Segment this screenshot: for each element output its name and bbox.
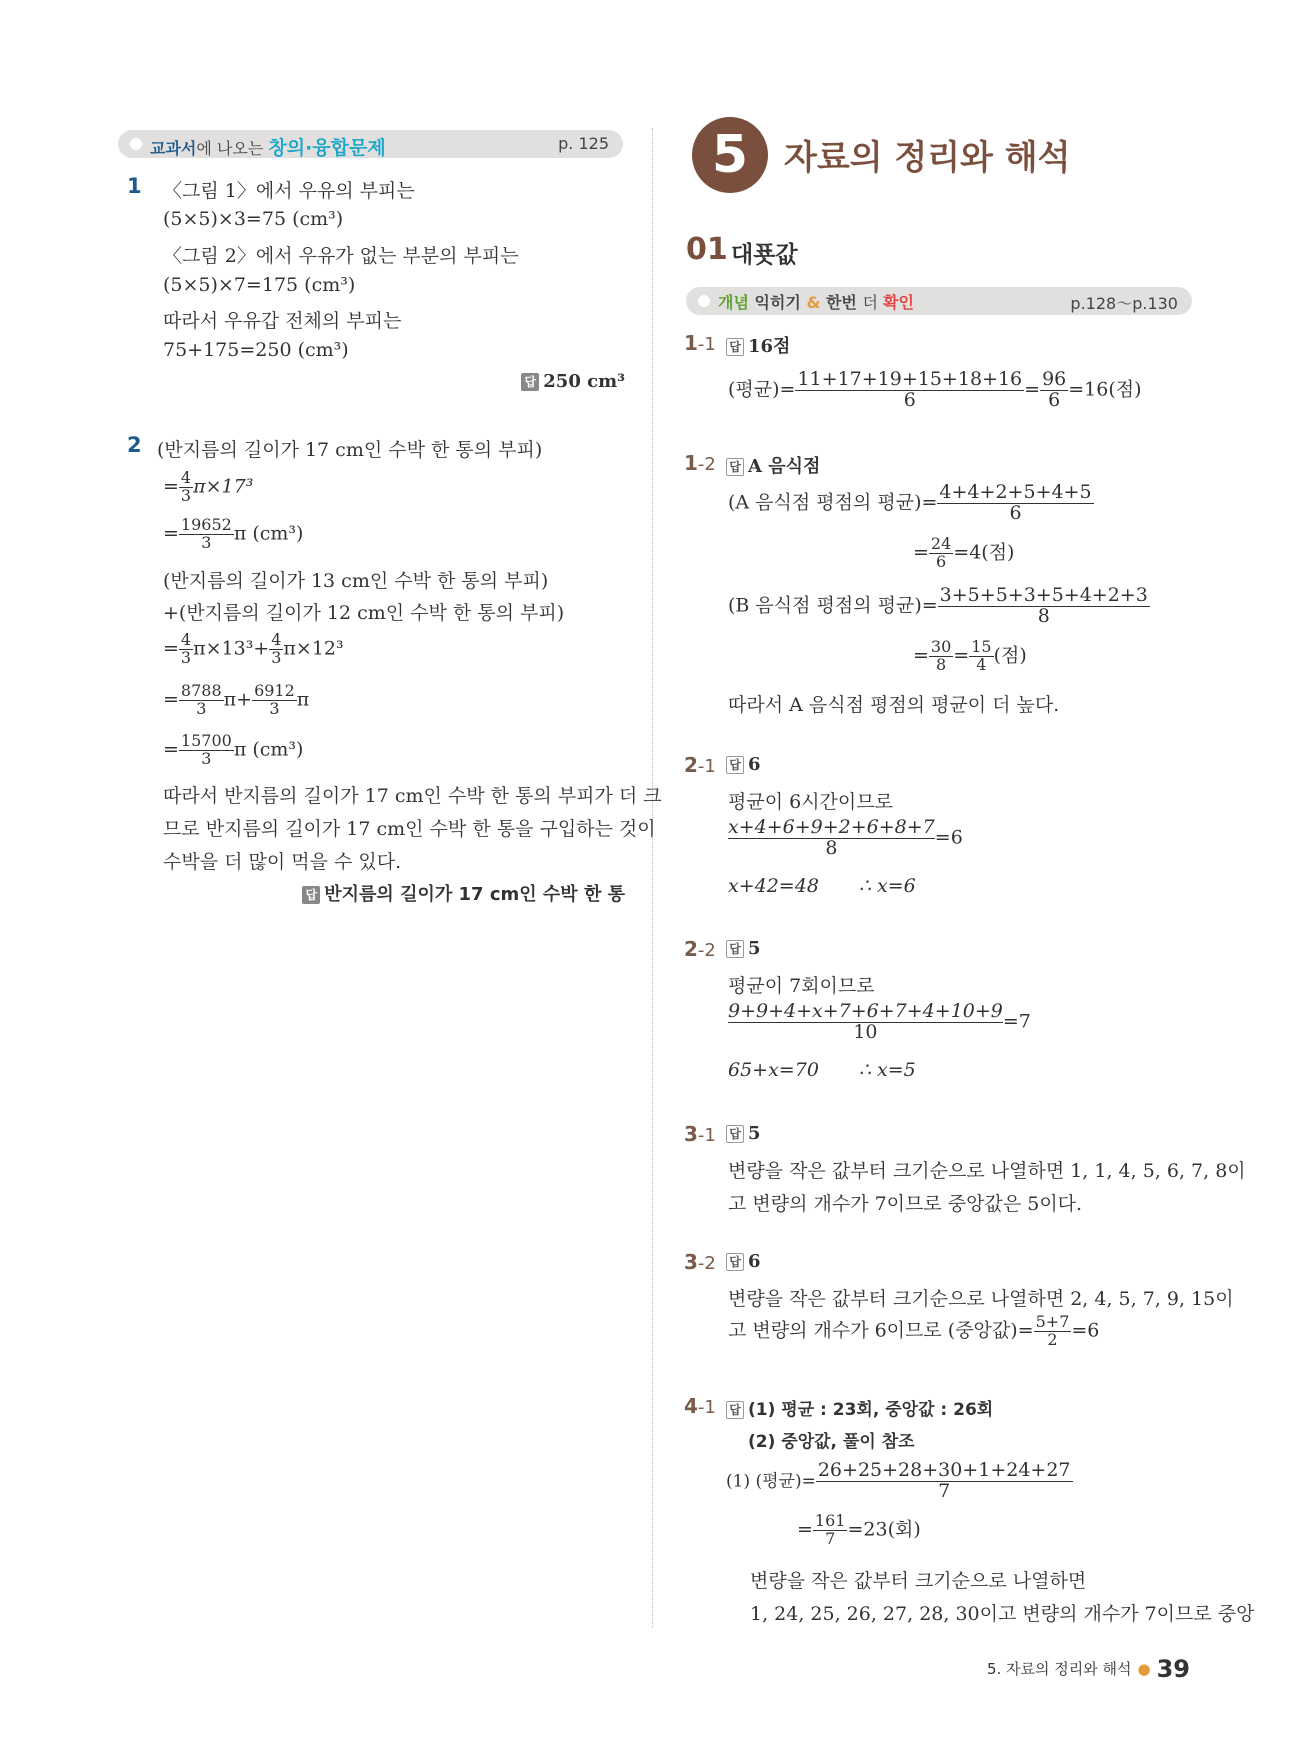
answer-badge-icon: 답 — [302, 886, 320, 904]
bullet-icon — [698, 295, 710, 307]
solution-line: (5×5)×3=75 (cm³) — [163, 208, 344, 230]
solution-line: 평균이 7회이므로 — [728, 975, 875, 997]
chapter-number-badge: 5 — [692, 117, 768, 193]
answer-badge-icon: 답 — [726, 940, 744, 958]
solution-line: 따라서 반지름의 길이가 17 cm인 수박 한 통의 부피가 더 크 — [163, 785, 662, 807]
equation-line: = $\frac{30}{8}$ = $\frac{15}{4}$ (점) — [913, 637, 1027, 674]
answer: 답 (1) 평균 : 23회, 중앙값 : 26회 — [726, 1395, 993, 1420]
equation-line: = $\frac{19652}{3}$ π (cm³) — [163, 515, 304, 552]
question-number: 1 — [127, 174, 142, 198]
answer: 답 16점 — [726, 332, 790, 358]
equation-line: (1) (평균)= $\frac{26+25+28+30+1+24+27}{7}$ — [726, 1459, 1071, 1502]
answer-badge-icon: 답 — [521, 373, 539, 391]
solution-line: 〈그림 2〉에서 우유가 없는 부분의 부피는 — [163, 245, 519, 267]
problem-number: 1-1 — [684, 331, 716, 355]
equation-line: x+42=48 ∴ x=6 — [728, 875, 916, 897]
banner-page-ref: p.128～p.130 — [1070, 294, 1178, 313]
solution-line: +(반지름의 길이가 12 cm인 수박 한 통의 부피) — [163, 602, 565, 624]
answer: 답 A 음식점 — [726, 452, 820, 478]
answer: 답 반지름의 길이가 17 cm인 수박 한 통 — [302, 880, 625, 906]
solution-line: 1, 24, 25, 26, 27, 28, 30이고 변량의 개수가 7이므로 중앙 — [750, 1603, 1255, 1625]
column-divider — [652, 128, 653, 1628]
banner-page-ref: p. 125 — [558, 134, 609, 153]
solution-line: (반지름의 길이가 17 cm인 수박 한 통의 부피) — [157, 439, 543, 461]
equation-line: 고 변량의 개수가 6이므로 (중앙값)= $\frac{5+7}{2}$ =6 — [728, 1312, 1100, 1349]
solution-line: 고 변량의 개수가 7이므로 중앙값은 5이다. — [728, 1193, 1083, 1215]
solution-line: (반지름의 길이가 13 cm인 수박 한 통의 부피) — [163, 570, 549, 592]
equation-line: $\frac{9+9+4+x+7+6+7+4+10+9}{10}$ =7 — [728, 1000, 1031, 1043]
problem-number: 3-2 — [684, 1250, 716, 1274]
solution-line: 평균이 6시간이므로 — [728, 791, 893, 813]
solution-line: 변량을 작은 값부터 크기순으로 나열하면 2, 4, 5, 7, 9, 15이 — [728, 1288, 1234, 1310]
answer-badge-icon: 답 — [726, 756, 744, 774]
solution-line: 따라서 우유갑 전체의 부피는 — [163, 310, 402, 332]
equation-line: 65+x=70 ∴ x=5 — [728, 1059, 916, 1081]
equation-line: (B 음식점 평점의 평균)= $\frac{3+5+5+3+5+4+2+3}{8}$ — [728, 584, 1148, 627]
section-number: 01 — [686, 232, 728, 267]
solution-line: 〈그림 1〉에서 우유의 부피는 — [163, 180, 415, 202]
banner-title: 개념 익히기 & 한번 더 확인 — [718, 293, 914, 312]
chapter-title: 자료의 정리와 해석 — [784, 138, 1071, 178]
answer-badge-icon: 답 — [726, 338, 744, 356]
answer: 답 250 cm³ — [521, 371, 625, 392]
textbook-problem-banner — [118, 130, 623, 158]
answer: 답 6 — [726, 754, 761, 775]
equation-line: = $\frac{161}{7}$ =23(회) — [797, 1511, 921, 1548]
equation-line: = $\frac{24}{6}$ =4(점) — [913, 534, 1015, 571]
page-footer — [987, 1655, 1190, 1683]
page-number: 39 — [1156, 1655, 1190, 1683]
answer-badge-icon: 답 — [726, 458, 744, 476]
problem-number: 1-2 — [684, 451, 716, 475]
concept-check-banner — [686, 287, 1192, 315]
solution-line: (5×5)×7=175 (cm³) — [163, 274, 356, 296]
answer: 답 5 — [726, 938, 761, 959]
problem-number: 3-1 — [684, 1122, 716, 1146]
equation-line: = $\frac{4}{3}$ π×13³+ $\frac{4}{3}$ π×12³ — [163, 630, 344, 667]
footer-chapter: 5. 자료의 정리와 해석 — [986, 1660, 1132, 1678]
answer: 답 5 — [726, 1123, 761, 1144]
answer-badge-icon: 답 — [726, 1125, 744, 1143]
equation-line: (평균)= $\frac{11+17+19+15+18+16}{6}$ = $\frac{96}{6}$ =16(점) — [728, 368, 1142, 411]
solution-line: 따라서 A 음식점 평점의 평균이 더 높다. — [728, 694, 1060, 716]
problem-number: 2-1 — [684, 753, 716, 777]
answer-badge-icon: 답 — [726, 1401, 744, 1419]
solution-line: 변량을 작은 값부터 크기순으로 나열하면 — [750, 1570, 1087, 1592]
equation-line: $\frac{x+4+6+9+2+6+8+7}{8}$ =6 — [728, 816, 963, 859]
question-number: 2 — [127, 433, 142, 457]
problem-number: 4-1 — [684, 1394, 716, 1418]
equation-line: = $\frac{4}{3}$ π×17³ — [163, 468, 254, 505]
banner-title: 교과서에 나오는 창의·융합문제 — [150, 137, 386, 159]
answer-badge-icon: 답 — [726, 1253, 744, 1271]
problem-number: 2-2 — [684, 937, 716, 961]
solution-line: 므로 반지름의 길이가 17 cm인 수박 한 통을 구입하는 것이 — [163, 818, 656, 840]
bullet-icon — [130, 138, 142, 150]
solution-line: 75+175=250 (cm³) — [163, 339, 349, 361]
equation-line: = $\frac{8788}{3}$ π+ $\frac{6912}{3}$ π — [163, 681, 310, 718]
equation-line: (A 음식점 평점의 평균)= $\frac{4+4+2+5+4+5}{6}$ — [728, 481, 1092, 524]
bullet-icon: ● — [1137, 1660, 1151, 1678]
solution-line: 수박을 더 많이 먹을 수 있다. — [163, 851, 402, 873]
section-title: 대푯값 — [731, 242, 798, 268]
solution-line: 변량을 작은 값부터 크기순으로 나열하면 1, 1, 4, 5, 6, 7, 8이 — [728, 1160, 1246, 1182]
answer-part-2: (2) 중앙값, 풀이 참조 — [748, 1432, 915, 1452]
equation-line: = $\frac{15700}{3}$ π (cm³) — [163, 731, 304, 768]
answer: 답 6 — [726, 1251, 761, 1272]
